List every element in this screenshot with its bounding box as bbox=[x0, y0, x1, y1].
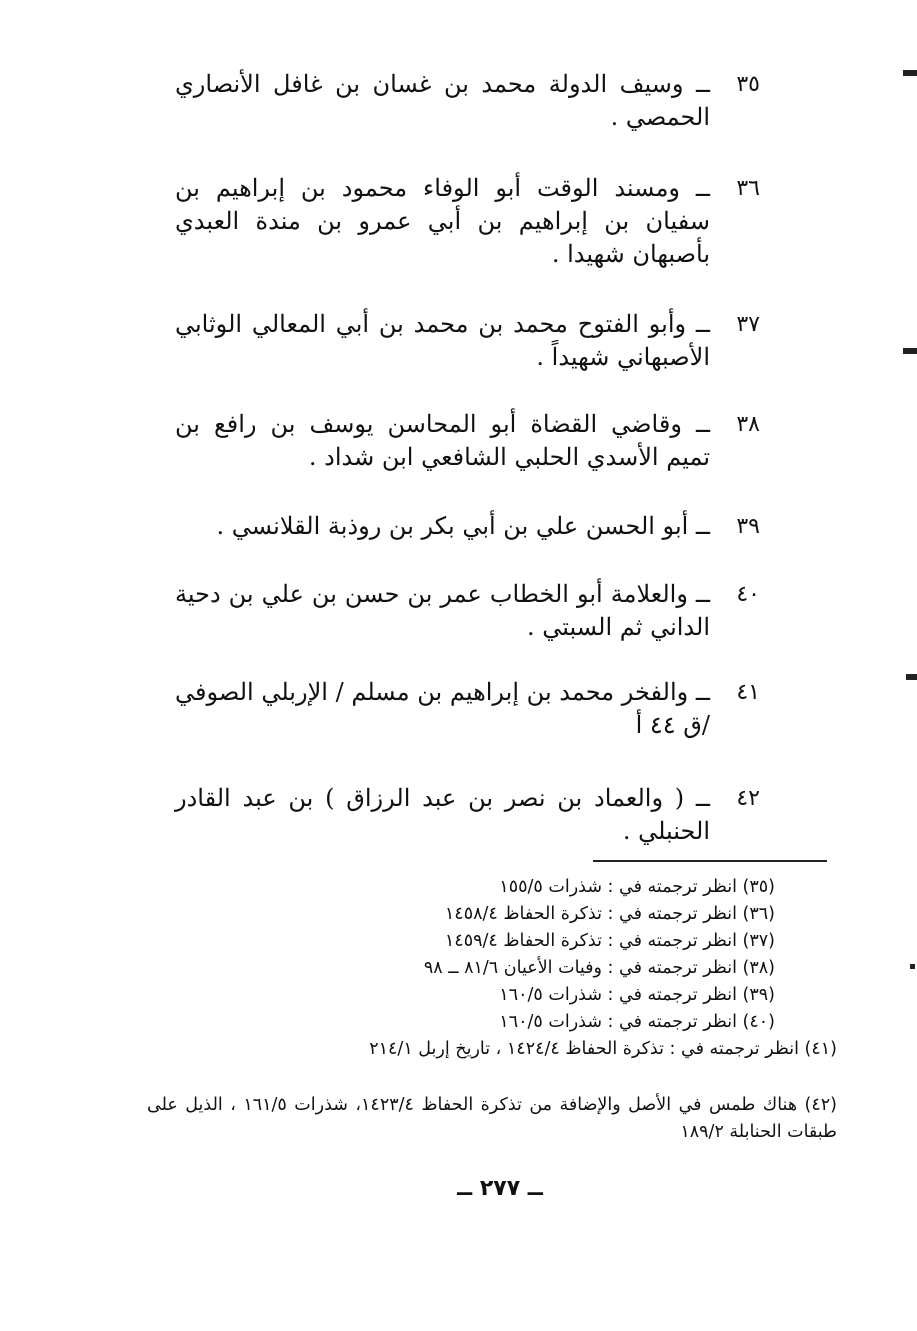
footnote-41: (٤١) انظر ترجمته في : تذكرة الحفاظ ١٤٢٤/٤ ، تاريخ إربل ٢١٤/١ bbox=[369, 1039, 837, 1059]
entry-39 bbox=[175, 510, 760, 543]
entry-text: ــ ( والعماد بن نصر بن عبد الرزاق ) بن عبد القادر الحنبلي . bbox=[175, 784, 710, 845]
footnote-42: (٤٢) هناك طمس في الأصل والإضافة من تذكرة الحفاظ ١٤٢٣/٤، شذرات ١٦١/٥ ، الذيل على طبقات الحنابلة ١٨٩/٢ bbox=[147, 1095, 837, 1142]
scan-margin-mark bbox=[906, 674, 917, 680]
page-number: ــ ٢٧٧ ــ bbox=[457, 1176, 543, 1201]
entry-37 bbox=[175, 308, 760, 374]
entry-number: ٣٦ bbox=[736, 176, 760, 201]
scan-margin-mark bbox=[910, 964, 915, 969]
entry-text: ــ والفخر محمد بن إبراهيم بن مسلم / الإربلي الصوفي /ق ٤٤ أ bbox=[175, 678, 710, 739]
footnote-36: (٣٦) انظر ترجمته في : تذكرة الحفاظ ١٤٥٨/٤ bbox=[444, 904, 775, 924]
entry-number: ٣٨ bbox=[736, 412, 760, 437]
entry-number: ٤٢ bbox=[736, 786, 760, 811]
entry-text: ــ أبو الحسن علي بن أبي بكر بن روذبة القلانسي . bbox=[216, 512, 710, 540]
entry-text: ــ وقاضي القضاة أبو المحاسن يوسف بن رافع بن تميم الأسدي الحلبي الشافعي ابن شداد . bbox=[175, 410, 710, 471]
entry-number: ٣٩ bbox=[736, 514, 760, 539]
entry-number: ٤٠ bbox=[736, 582, 760, 607]
entry-40 bbox=[175, 578, 760, 644]
footnote-37: (٣٧) انظر ترجمته في : تذكرة الحفاظ ١٤٥٩/٤ bbox=[444, 931, 775, 951]
entry-41 bbox=[175, 676, 760, 742]
entry-number: ٤١ bbox=[736, 680, 760, 705]
entry-text: ــ وأبو الفتوح محمد بن محمد بن أبي المعالي الوثابي الأصبهاني شهيداً . bbox=[175, 310, 710, 371]
footnote-40: (٤٠) انظر ترجمته في : شذرات ١٦٠/٥ bbox=[499, 1012, 775, 1032]
entry-text: ــ ومسند الوقت أبو الوفاء محمود بن إبراهيم بن سفيان بن إبراهيم بن أبي عمرو بن مندة العبدي بأصبهان شهيدا . bbox=[175, 174, 710, 268]
scan-margin-mark bbox=[903, 70, 917, 76]
entry-36 bbox=[175, 172, 760, 271]
entry-number: ٣٧ bbox=[736, 312, 760, 337]
entry-number: ٣٥ bbox=[736, 72, 760, 97]
footnote-separator bbox=[593, 860, 827, 862]
entry-text: ــ وسيف الدولة محمد بن غسان بن غافل الأنصاري الحمصي . bbox=[175, 70, 710, 131]
entry-text: ــ والعلامة أبو الخطاب عمر بن حسن بن علي بن دحية الداني ثم السبتي . bbox=[175, 580, 710, 641]
footnote-35: (٣٥) انظر ترجمته في : شذرات ١٥٥/٥ bbox=[499, 877, 775, 897]
footnote-39: (٣٩) انظر ترجمته في : شذرات ١٦٠/٥ bbox=[499, 985, 775, 1005]
entry-35 bbox=[175, 68, 760, 134]
scan-margin-mark bbox=[903, 348, 917, 354]
footnote-38: (٣٨) انظر ترجمته في : وفيات الأعيان ٨١/٦ ــ ٩٨ bbox=[423, 958, 775, 978]
entry-42 bbox=[175, 782, 760, 848]
entry-38 bbox=[175, 408, 760, 474]
